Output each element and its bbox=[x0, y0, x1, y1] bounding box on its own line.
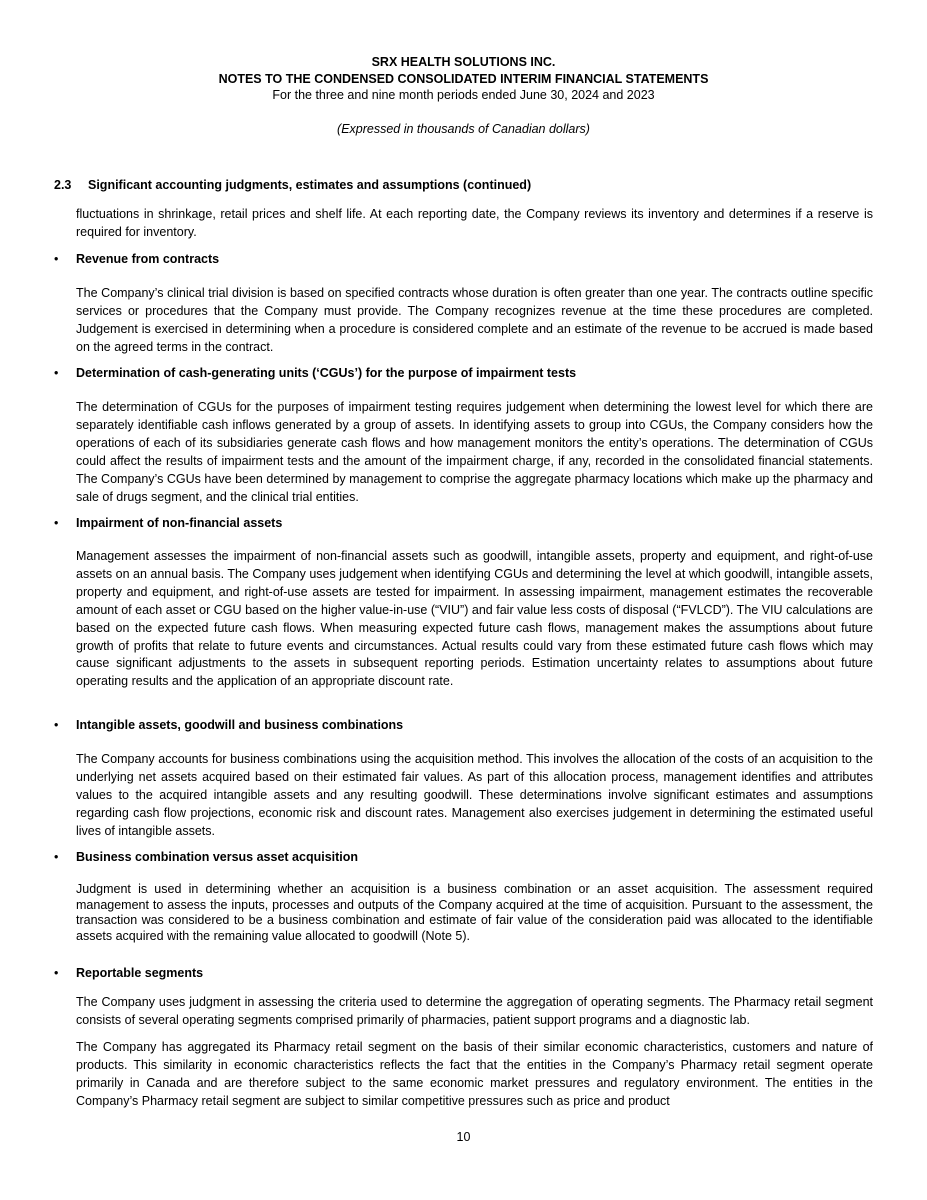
bullet-icon: • bbox=[54, 718, 59, 732]
heading-text: Impairment of non-financial assets bbox=[76, 516, 283, 530]
heading-text: Intangible assets, goodwill and business combinations bbox=[76, 718, 404, 732]
bullet-heading-intangibles bbox=[54, 717, 874, 734]
bullet-heading-business-combination bbox=[54, 849, 874, 866]
section-heading bbox=[54, 177, 531, 194]
heading-text: Determination of cash-generating units (‘CGUs’) for the purpose of impairment tests bbox=[76, 366, 577, 380]
document-title: NOTES TO THE CONDENSED CONSOLIDATED INTERIM FINANCIAL STATEMENTS bbox=[218, 72, 709, 86]
item-body-cgus bbox=[76, 399, 873, 506]
paragraph: The Company uses judgment in assessing the criteria used to determine the aggregation of operating segments. The Pharmacy retail segment consists of several operating segments comprised primarily of pharmacies, patient support programs and a diagnostic lab. bbox=[76, 995, 873, 1027]
item-body-impairment bbox=[76, 548, 873, 691]
section-title: Significant accounting judgments, estimates and assumptions (continued) bbox=[88, 178, 532, 192]
intro-paragraph: fluctuations in shrinkage, retail prices and shelf life. At each reporting date, the Company reviews its inventory and determines if a reserve is required for inventory. bbox=[76, 207, 873, 239]
heading-text: Reportable segments bbox=[76, 966, 204, 980]
intro-block bbox=[76, 206, 873, 242]
paragraph: Management assesses the impairment of non-financial assets such as goodwill, intangible assets, property and equipment, and right-of-use assets on an annual basis. The Company uses judgement when identifying CGUs and determining the level at which goodwill, intangible assets, property and equipment, and right-of-use assets are tested for impairment. In assessing impairment, management estimates the recoverable amount of each asset or CGU based on the higher value-in-use (“VIU”) and fair value less costs of disposal (“FVLCD”). The VIU calculations are based on the expected future cash flows. When measuring expected future cash flows, management makes the assumptions about future growth of profits that relate to future events and circumstances. Actual results could vary from these estimated future cash flows which may cause significant adjustments to the assets in subsequent reporting periods. Estimation uncertainty relates to assumptions about future operating results and the application of an appropriate discount rate. bbox=[76, 549, 873, 689]
item-body-reportable-segments bbox=[76, 994, 873, 1030]
bullet-icon: • bbox=[54, 516, 59, 530]
heading-text: Business combination versus asset acquisition bbox=[76, 850, 359, 864]
currency-note: (Expressed in thousands of Canadian dollars) bbox=[337, 122, 590, 136]
bullet-icon: • bbox=[54, 850, 59, 864]
item-body-business-combination bbox=[76, 882, 873, 944]
page-number: 10 bbox=[456, 1130, 471, 1144]
bullet-heading-impairment bbox=[54, 515, 874, 532]
item-body-intangibles bbox=[76, 751, 873, 841]
bullet-heading-cgus bbox=[54, 365, 874, 382]
paragraph: The Company’s clinical trial division is based on specified contracts whose duration is often greater than one year. The contracts outline specific services or procedures that the Company must provide. The Company recognizes revenue at the time these procedures are completed. Judgement is exercised in determining when a procedure is considered complete and an estimate of the revenue to be accrued is made based on the agreed terms in the contract. bbox=[76, 286, 873, 354]
paragraph: The determination of CGUs for the purposes of impairment testing requires judgement when determining the lowest level for which there are separately identifiable cash inflows generated by a group of assets. In identifying assets to group into CGUs, the Company considers how the operations of each of its subsidiaries generate cash flows and how management monitors the entity’s operations. The determination of CGUs could affect the results of impairment tests and the amount of the impairment charge, if any, recorded in the consolidated financial statements. The Company’s CGUs have been determined by management to comprise the aggregate pharmacy locations which make up the pharmacy and sale of drugs segment, and the clinical trial entities. bbox=[76, 400, 873, 504]
bullet-icon: • bbox=[54, 252, 59, 266]
item-body-reportable-segments-2 bbox=[76, 1039, 873, 1111]
paragraph: The Company has aggregated its Pharmacy retail segment on the basis of their similar economic characteristics, customers and nature of products. This similarity in economic characteristics reflects the fact that the entities in the Company’s Pharmacy retail segment operate primarily in Canada and are therefore subject to the same economic market pressures and regulatory environment. The entities in the Company’s Pharmacy retail segment are subject to similar competitive pressures such as price and product bbox=[76, 1040, 873, 1108]
bullet-heading-reportable-segments bbox=[54, 965, 874, 982]
company-name: SRX HEALTH SOLUTIONS INC. bbox=[371, 55, 556, 69]
bullet-icon: • bbox=[54, 966, 59, 980]
paragraph: The Company accounts for business combinations using the acquisition method. This involves the allocation of the costs of an acquisition to the underlying net assets acquired based on their estimated fair values. As part of this allocation process, management identifies and attributes values to the acquired intangible assets and any resulting goodwill. These determinations involve significant estimates and assumptions regarding cash flow projections, economic risk and discount rates. Management also exercises judgement in determining the estimated useful lives of intangible assets. bbox=[76, 752, 873, 838]
bullet-heading-revenue bbox=[54, 251, 874, 268]
reporting-period: For the three and nine month periods ended June 30, 2024 and 2023 bbox=[272, 88, 655, 102]
item-body-revenue bbox=[76, 285, 873, 357]
paragraph: Judgment is used in determining whether an acquisition is a business combination or an asset acquisition. The assessment required management to assess the inputs, processes and outputs of the Company acquired at the time of acquisition. Pursuant to the assessment, the transaction was considered to be a business combination and estimate of fair value of the consideration paid was allocated to the identifiable assets acquired with the remaining value allocated to goodwill (Note 5). bbox=[76, 882, 873, 943]
heading-text: Revenue from contracts bbox=[76, 252, 220, 266]
bullet-icon: • bbox=[54, 366, 59, 380]
page-header bbox=[0, 54, 927, 138]
section-number: 2.3 bbox=[54, 178, 72, 192]
